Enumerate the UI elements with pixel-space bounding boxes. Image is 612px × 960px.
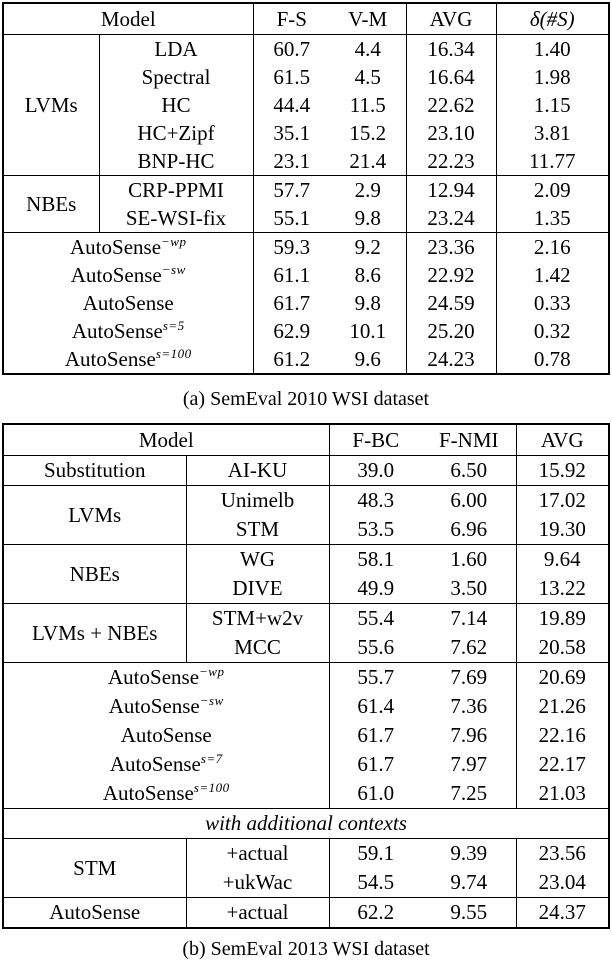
- metric-value-cell: 1.15: [496, 91, 609, 119]
- metric-value-cell: 11.5: [349, 92, 386, 117]
- metric-value-cell: 58.1: [329, 545, 422, 575]
- model-superscript: −wp: [161, 233, 187, 249]
- metric-value-cell: 19.30: [516, 515, 609, 545]
- autosense-label-cell: [3, 779, 329, 809]
- model-base-label: AutoSense: [64, 346, 156, 371]
- metric-value-cell: 22.92: [406, 261, 496, 289]
- metric-value-cell: 53.5: [329, 515, 422, 545]
- metric-value-cell: 9.6: [354, 346, 381, 371]
- table-row: [3, 839, 609, 869]
- results-table-semeval2013: [2, 423, 610, 929]
- table-row: [3, 233, 609, 262]
- metric-value-cell: 24.23: [406, 345, 496, 374]
- metric-value-cell: 1.60: [422, 545, 516, 575]
- metric-value-cell: 23.56: [516, 839, 609, 869]
- table-caption-a: (a) SemEval 2010 WSI dataset: [182, 388, 430, 410]
- group-label-cell-stm: STM: [3, 839, 186, 898]
- model-name-cell: BNP-HC: [99, 147, 253, 176]
- metric-value-cell: 55.1: [253, 204, 330, 233]
- metric-value-cell: 19.89: [516, 604, 609, 634]
- metric-value-cell: 55.6: [329, 633, 422, 663]
- metric-value-cell: 10.1: [349, 318, 387, 343]
- table-row: [3, 289, 609, 317]
- metric-value-cell: 23.24: [406, 204, 496, 233]
- model-name-cell: SE-WSI-fix: [99, 204, 253, 233]
- metric-value-cell: 61.2: [253, 345, 330, 374]
- group-label-cell-substitution: Substitution: [3, 456, 186, 486]
- autosense-label-cell: [3, 289, 253, 317]
- metric-value-cell: 61.4: [329, 692, 422, 721]
- model-name-cell: WG: [186, 545, 329, 575]
- metric-value-cell: 17.02: [516, 486, 609, 516]
- autosense-label-cell: [3, 317, 253, 345]
- model-name-cell: STM: [186, 515, 329, 545]
- metric-value-cell: 23.10: [406, 119, 496, 147]
- model-superscript: −wp: [199, 664, 225, 680]
- metric-value-cell: 9.8: [354, 205, 381, 230]
- model-name-cell: CRP-PPMI: [99, 176, 253, 205]
- metric-value-cell: 59.3: [253, 233, 330, 262]
- metric-value-cell: 7.36: [450, 694, 488, 719]
- model-base-label: AutoSense: [71, 318, 163, 343]
- header-row: [3, 3, 609, 35]
- model-superscript: −sw: [199, 693, 224, 709]
- metric-value-cell: 25.20: [406, 317, 496, 345]
- model-base-label: AutoSense: [108, 694, 200, 719]
- metric-value-cell: 49.9: [329, 574, 422, 604]
- metric-value-cell: 3.50: [450, 576, 488, 601]
- metric-value-cell: 54.5: [329, 868, 422, 898]
- metric-value-cell: 2.16: [496, 233, 609, 262]
- metric-value-cell: 15.2: [349, 120, 387, 145]
- metric-value-cell: 61.7: [253, 289, 330, 317]
- metric-value-cell: 57.7: [253, 176, 330, 205]
- table-row: [3, 35, 609, 64]
- table-row: [3, 809, 609, 839]
- section-note-cell: with additional contexts: [3, 809, 609, 839]
- model-superscript: s=7: [200, 751, 223, 767]
- metric-value-cell: 20.69: [516, 663, 609, 693]
- metric-value-cell: 4.4: [330, 35, 406, 64]
- metric-value-cell: 6.50: [422, 456, 516, 486]
- model-name-cell: HC+Zipf: [99, 119, 253, 147]
- metric-value-cell: 1.42: [496, 261, 609, 289]
- metric-value-cell: 23.1: [253, 147, 330, 176]
- metric-value-cell: 6.00: [422, 486, 516, 516]
- group-label-cell-lvms: LVMs: [3, 35, 99, 176]
- metric-value-cell: 9.55: [422, 898, 516, 929]
- model-base-label: AutoSense: [120, 723, 212, 748]
- model-superscript: s=100: [155, 345, 192, 361]
- metric-value-cell: 22.62: [406, 91, 496, 119]
- metric-value-cell: 9.39: [422, 839, 516, 869]
- metric-value-cell: 16.64: [406, 63, 496, 91]
- metric-value-cell: 21.4: [349, 148, 387, 173]
- autosense-label-cell: [3, 345, 253, 374]
- group-label-cell-nbes: NBEs: [3, 545, 186, 604]
- metric-value-cell: 1.35: [496, 204, 609, 233]
- metric-value-cell: 4.5: [354, 64, 381, 89]
- metric-value-cell: 22.17: [516, 750, 609, 779]
- model-superscript: s=100: [193, 780, 230, 796]
- autosense-label-cell: [3, 663, 329, 693]
- metric-value-cell: 62.2: [329, 898, 422, 929]
- table-row: [3, 545, 609, 575]
- model-base-label: AutoSense: [82, 290, 174, 315]
- metric-value-cell: 0.33: [496, 289, 609, 317]
- metric-value-cell: 9.64: [516, 545, 609, 575]
- metric-value-cell: 20.58: [516, 633, 609, 663]
- table-row: [3, 898, 609, 929]
- model-name-cell: +ukWac: [186, 868, 329, 898]
- metric-value-cell: 13.22: [516, 574, 609, 604]
- metric-value-cell: 9.2: [330, 233, 406, 262]
- metric-value-cell: 61.5: [253, 63, 330, 91]
- model-base-label: AutoSense: [108, 665, 200, 690]
- metric-value-cell: 3.81: [496, 119, 609, 147]
- metric-value-cell: 1.98: [496, 63, 609, 91]
- metric-value-cell: 0.32: [496, 317, 609, 345]
- metric-value-cell: 21.26: [516, 692, 609, 721]
- metric-value-cell: 9.74: [450, 870, 488, 895]
- metric-value-cell: 6.96: [450, 517, 488, 542]
- metric-value-cell: 55.4: [329, 604, 422, 634]
- table-row: [3, 345, 609, 374]
- column-header-vm: V-M: [348, 6, 388, 31]
- model-name-cell: Spectral: [99, 63, 253, 91]
- metric-value-cell: 44.4: [253, 91, 330, 119]
- table-row: [3, 261, 609, 289]
- model-base-label: AutoSense: [102, 781, 194, 806]
- metric-value-cell: 11.77: [496, 147, 609, 176]
- metric-value-cell: 1.40: [496, 35, 609, 64]
- model-name-cell: LDA: [99, 35, 253, 64]
- column-header-fs: F-S: [253, 3, 330, 35]
- metric-value-cell: 7.25: [450, 781, 488, 806]
- model-base-label: AutoSense: [70, 262, 162, 287]
- group-label-cell-nbes: NBEs: [3, 176, 99, 233]
- metric-value-cell: 61.0: [329, 779, 422, 809]
- metric-value-cell: 7.62: [450, 635, 488, 660]
- model-name-cell: DIVE: [186, 574, 329, 604]
- metric-value-cell: 55.7: [329, 663, 422, 693]
- metric-value-cell: 35.1: [253, 119, 330, 147]
- table-row: [3, 317, 609, 345]
- autosense-label-cell: [3, 261, 253, 289]
- metric-value-cell: 7.97: [450, 752, 488, 777]
- group-label-cell-lvms-nbes: LVMs + NBEs: [3, 604, 186, 663]
- metric-value-cell: 9.8: [354, 290, 381, 315]
- model-name-cell: +actual: [186, 898, 329, 929]
- metric-value-cell: 61.7: [329, 750, 422, 779]
- table-row: [3, 692, 609, 721]
- table-row: [3, 750, 609, 779]
- table-caption-b: (b) SemEval 2013 WSI dataset: [182, 938, 430, 960]
- metric-value-cell: 7.96: [450, 723, 488, 748]
- metric-value-cell: 22.16: [516, 721, 609, 750]
- metric-value-cell: 62.9: [253, 317, 330, 345]
- column-header-delta-s: δ(#S): [496, 3, 609, 35]
- autosense-label-cell: [3, 721, 329, 750]
- model-superscript: −sw: [161, 261, 186, 277]
- metric-value-cell: 23.36: [406, 233, 496, 262]
- metric-value-cell: 24.37: [516, 898, 609, 929]
- metric-value-cell: 15.92: [516, 456, 609, 486]
- table-row: [3, 456, 609, 486]
- metric-value-cell: 0.78: [496, 345, 609, 374]
- metric-value-cell: 23.04: [516, 868, 609, 898]
- model-base-label: AutoSense: [70, 234, 162, 259]
- autosense-label-cell: [3, 750, 329, 779]
- model-name-cell: +actual: [186, 839, 329, 869]
- table-row: [3, 721, 609, 750]
- model-name-cell: STM+w2v: [186, 604, 329, 634]
- metric-value-cell: 60.7: [253, 35, 330, 64]
- metric-value-cell: 12.94: [406, 176, 496, 205]
- column-header-avg: AVG: [406, 3, 496, 35]
- model-name-cell: HC: [99, 91, 253, 119]
- table-row: [3, 176, 609, 205]
- metric-value-cell: 61.1: [253, 261, 330, 289]
- table-row: [3, 663, 609, 693]
- group-label-cell-lvms: LVMs: [3, 486, 186, 545]
- metric-value-cell: 24.59: [406, 289, 496, 317]
- metric-value-cell: 16.34: [406, 35, 496, 64]
- table-row: [3, 604, 609, 634]
- metric-value-cell: 22.23: [406, 147, 496, 176]
- column-header-model: Model: [100, 6, 156, 31]
- metric-value-cell: 59.1: [329, 839, 422, 869]
- header-row: [3, 424, 609, 456]
- metric-value-cell: 2.09: [496, 176, 609, 205]
- column-header-fbc: F-BC: [329, 424, 422, 456]
- metric-value-cell: 7.14: [422, 604, 516, 634]
- metric-value-cell: 61.7: [329, 721, 422, 750]
- group-label-cell-autosense: AutoSense: [3, 898, 186, 929]
- column-header-avg: AVG: [516, 424, 609, 456]
- results-table-semeval2010: [2, 2, 610, 375]
- metric-value-cell: 21.03: [516, 779, 609, 809]
- metric-value-cell: 7.69: [422, 663, 516, 693]
- autosense-label-cell: [3, 692, 329, 721]
- model-base-label: AutoSense: [109, 752, 201, 777]
- table-row: [3, 486, 609, 516]
- metric-value-cell: 48.3: [329, 486, 422, 516]
- table-row: [3, 779, 609, 809]
- model-name-cell: MCC: [186, 633, 329, 663]
- model-superscript: s=5: [162, 317, 185, 333]
- model-name-cell: AI-KU: [186, 456, 329, 486]
- column-header-fnmi: F-NMI: [438, 427, 499, 452]
- autosense-label-cell: [3, 233, 253, 262]
- metric-value-cell: 2.9: [330, 176, 406, 205]
- column-header-model: Model: [138, 427, 194, 452]
- model-name-cell: Unimelb: [186, 486, 329, 516]
- metric-value-cell: 39.0: [329, 456, 422, 486]
- metric-value-cell: 8.6: [354, 262, 381, 287]
